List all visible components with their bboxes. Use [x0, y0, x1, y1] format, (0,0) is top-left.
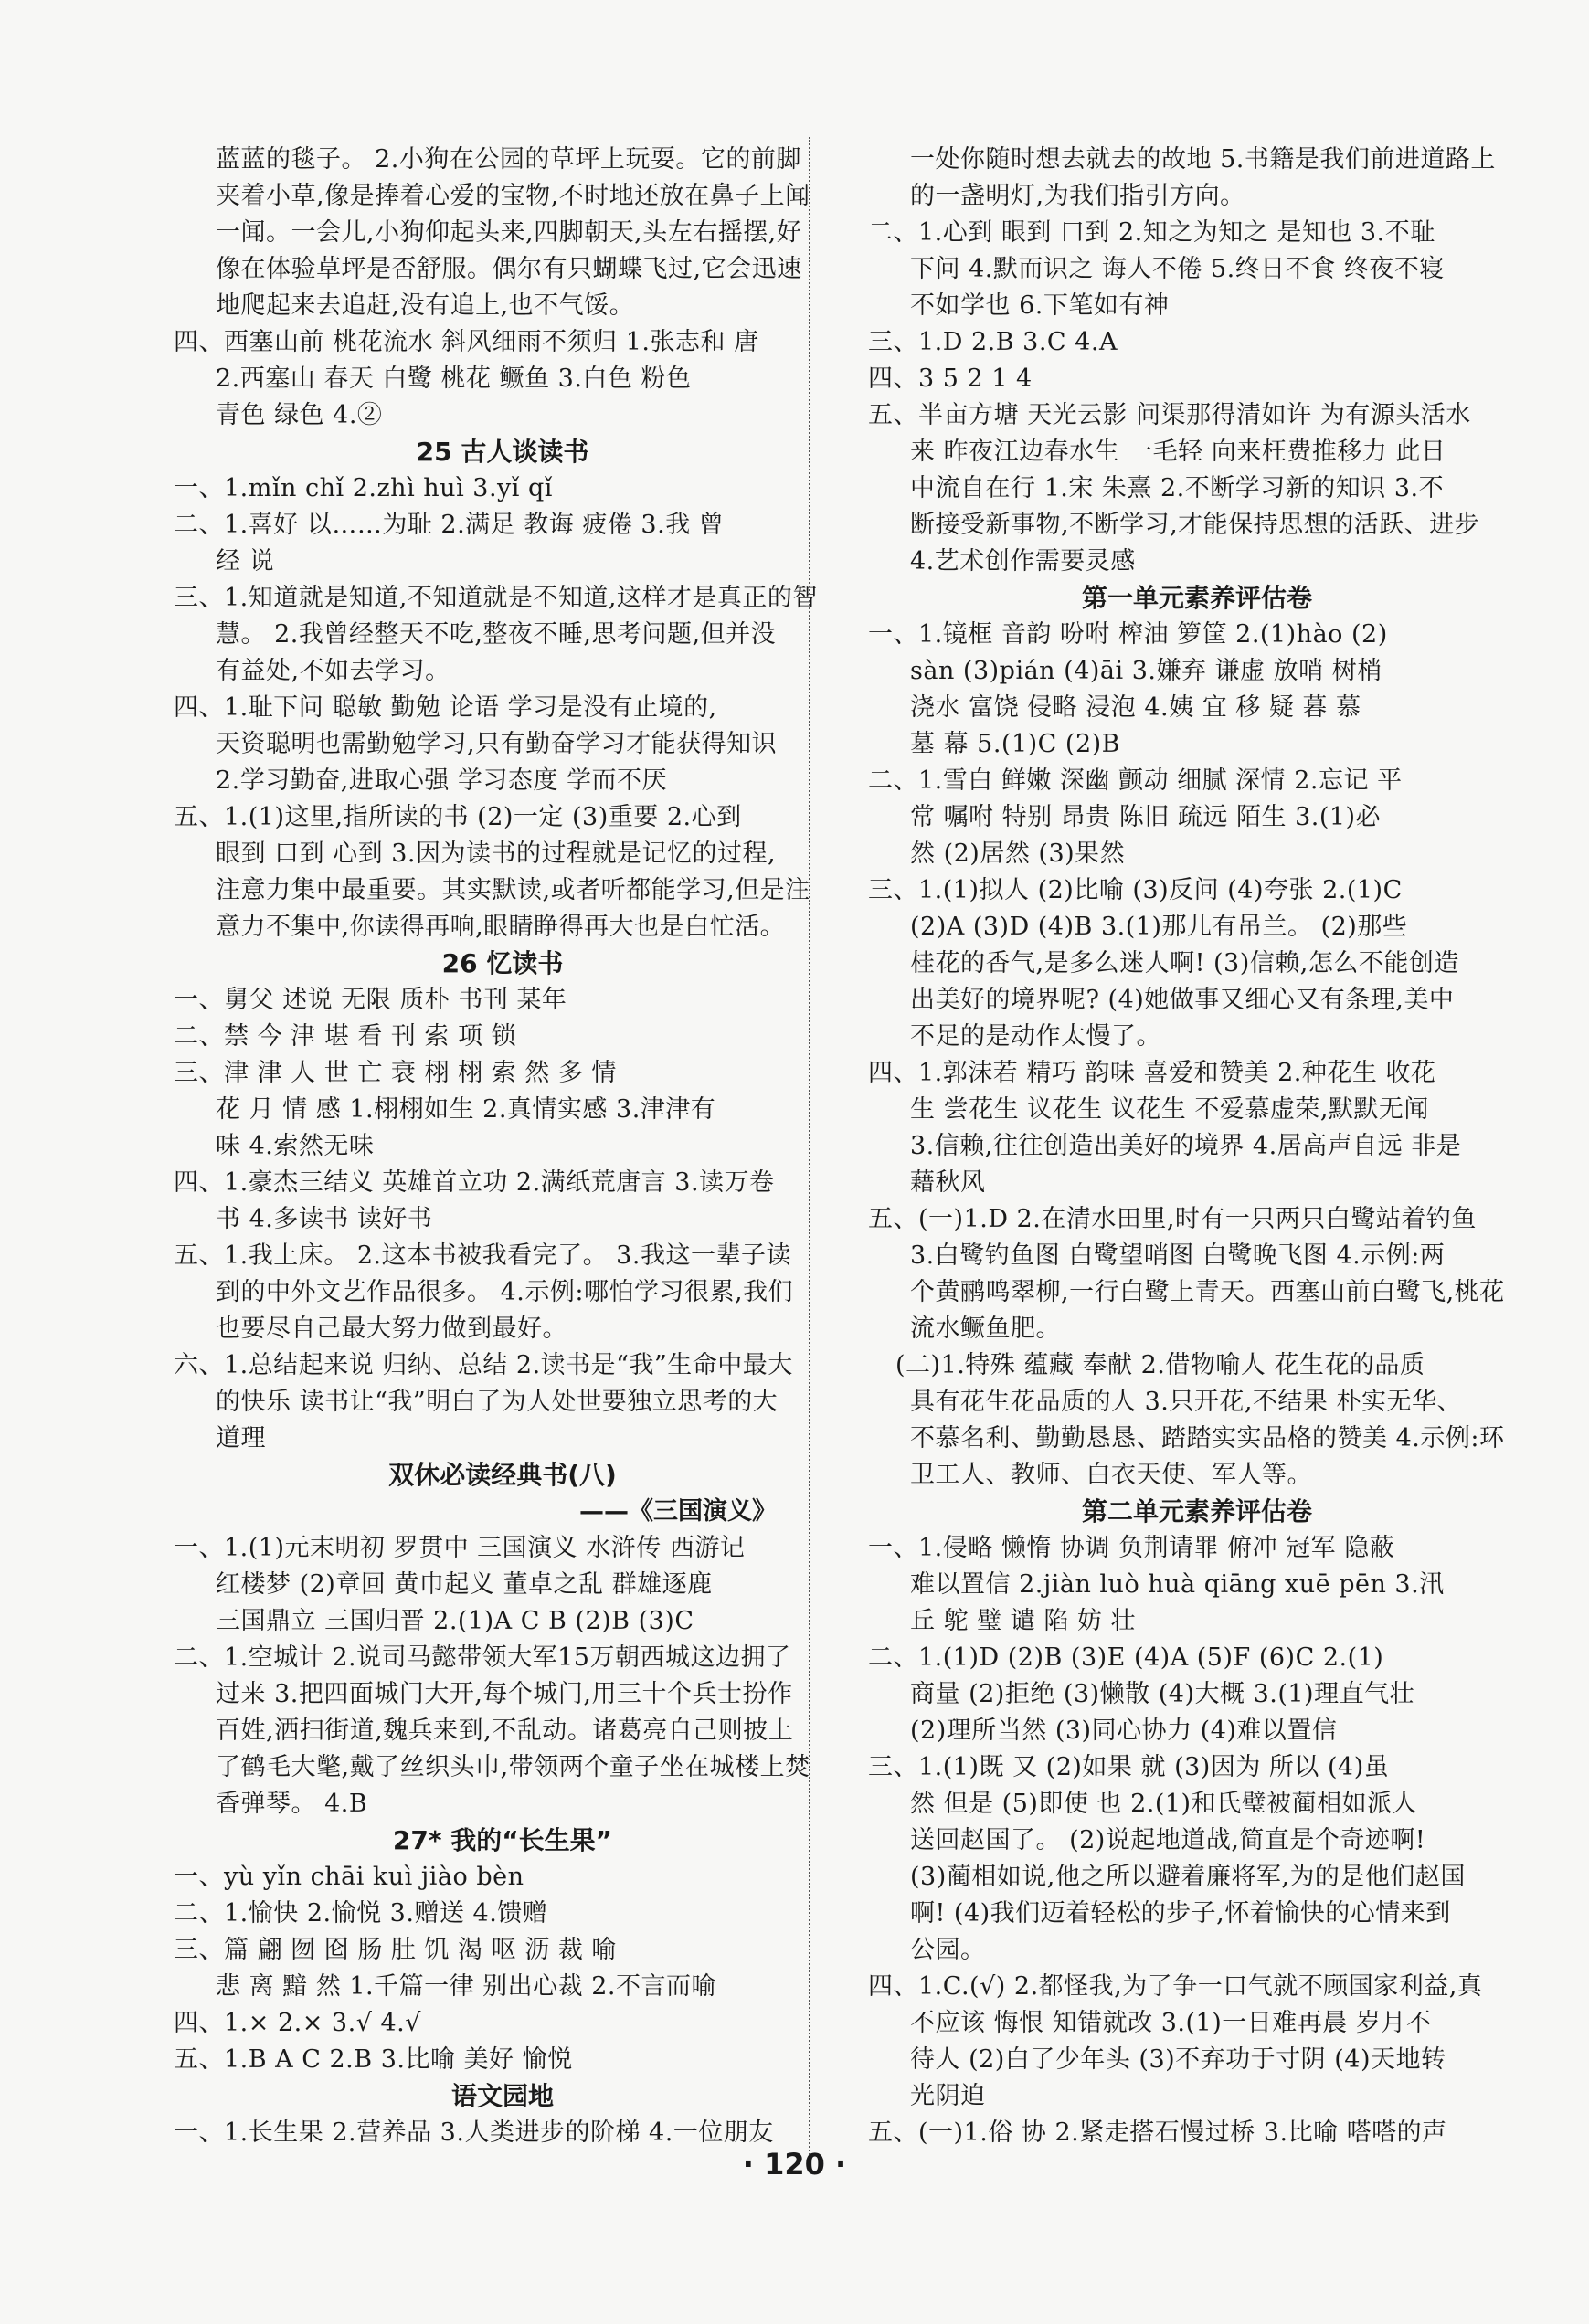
answer-line: 三、1.D 2.B 3.C 4.A: [868, 328, 1118, 356]
answer-line: 中流自在行 1.宋 朱熹 2.不断学习新的知识 3.不: [910, 474, 1445, 502]
answer-line: 生 尝花生 议花生 议花生 不爱慕虚荣,默默无闻: [910, 1095, 1429, 1124]
answer-line: 商量 (2)拒绝 (3)懒散 (4)大概 3.(1)理直气壮: [910, 1680, 1415, 1708]
answer-line: 地爬起来去追赶,没有追上,也不气馁。: [216, 291, 635, 320]
section-subheading: ——《三国演义》: [579, 1497, 777, 1526]
answer-line: 道理: [216, 1424, 266, 1452]
answer-line: 啊! (4)我们迈着轻松的步子,怀着愉快的心情来到: [910, 1899, 1451, 1928]
answer-line: 墓 幕 5.(1)C (2)B: [910, 730, 1120, 758]
answer-line: 过来 3.把四面城门大开,每个城门,用三十个兵士扮作: [216, 1680, 793, 1708]
answer-line: 送回赵国了。 (2)说起地道战,简直是个奇迹啊!: [910, 1826, 1426, 1854]
answer-line: 也要尽自己最大努力做到最好。: [216, 1315, 567, 1343]
answer-line: (2)A (3)D (4)B 3.(1)那儿有吊兰。 (2)那些: [910, 913, 1408, 941]
answer-line: 注意力集中最重要。其实默读,或者听都能学习,但是注: [216, 876, 810, 904]
answer-line: 四、1.郭沫若 精巧 韵味 喜爱和赞美 2.种花生 收花: [868, 1059, 1436, 1087]
answer-line: 三、津 津 人 世 亡 衰 栩 栩 索 然 多 情: [174, 1059, 617, 1087]
answer-line: 二、1.空城计 2.说司马懿带领大军15万朝西城这边拥了: [174, 1643, 791, 1672]
answer-line: 3.信赖,往往创造出美好的境界 4.居高声自远 非是: [910, 1132, 1462, 1160]
answer-line: 断接受新事物,不断学习,才能保持思想的活跃、进步: [910, 511, 1480, 539]
answer-line: 一闻。一会儿,小狗仰起头来,四脚朝天,头左右摇摆,好: [216, 218, 802, 247]
answer-line: 花 月 情 感 1.栩栩如生 2.真情实感 3.津津有: [216, 1095, 716, 1124]
answer-line: 出美好的境界呢? (4)她做事又细心又有条理,美中: [910, 986, 1455, 1014]
answer-line: 一、yù yǐn chāi kuì jiào bèn: [174, 1863, 524, 1891]
answer-line: 卫工人、教师、白衣天使、军人等。: [910, 1461, 1312, 1489]
answer-line: 四、西塞山前 桃花流水 斜风细雨不须归 1.张志和 唐: [174, 328, 759, 356]
answer-line: 二、1.雪白 鲜嫩 深幽 颤动 细腻 深情 2.忘记 平: [868, 766, 1403, 795]
answer-line: 有益处,不如去学习。: [216, 657, 450, 685]
answer-line: 青色 绿色 4.②: [216, 401, 383, 429]
answer-line: 个黄鹂鸣翠柳,一行白鹭上青天。西塞山前白鹭飞,桃花: [910, 1278, 1505, 1306]
answer-line: 香弹琴。 4.B: [216, 1790, 368, 1818]
answer-line: 待人 (2)白了少年头 (3)不弃功于寸阴 (4)天地转: [910, 2045, 1446, 2074]
section-heading: 第二单元素养评估卷: [1081, 1496, 1312, 1526]
answer-line: 味 4.索然无味: [216, 1132, 375, 1160]
section-heading: 第一单元素养评估卷: [1081, 583, 1312, 613]
answer-line: sàn (3)pián (4)āi 3.嫌弃 谦虚 放哨 树梢: [910, 657, 1382, 685]
answer-line: 一处你随时想去就去的故地 5.书籍是我们前进道路上: [910, 145, 1496, 174]
section-heading: 语文园地: [450, 2081, 554, 2111]
answer-line: 五、1.B A C 2.B 3.比喻 美好 愉悦: [174, 2045, 573, 2074]
answer-line: 下问 4.默而识之 诲人不倦 5.终日不食 终夜不寝: [910, 255, 1445, 283]
answer-line: 不慕名利、勤勤恳恳、踏踏实实品格的赞美 4.示例:环: [910, 1424, 1505, 1452]
answer-line: 四、1.豪杰三结义 英雄首立功 2.满纸荒唐言 3.读万卷: [174, 1168, 775, 1197]
answer-line: 3.白鹭钓鱼图 白鹭望哨图 白鹭晚飞图 4.示例:两: [910, 1241, 1446, 1270]
answer-line: 二、禁 今 津 堪 看 刊 索 项 锁: [174, 1022, 517, 1051]
answer-line: 四、1.C.(√) 2.都怪我,为了争一口气就不顾国家利益,真: [868, 1972, 1483, 2001]
answer-line: 的一盏明灯,为我们指引方向。: [910, 182, 1245, 210]
answer-line: 三、1.(1)拟人 (2)比喻 (3)反问 (4)夸张 2.(1)C: [868, 876, 1403, 904]
answer-line: 到的中外文艺作品很多。 4.示例:哪怕学习很累,我们: [216, 1278, 794, 1306]
answer-line: 藉秋风: [910, 1168, 986, 1197]
section-heading: 双休必读经典书(八): [388, 1460, 617, 1490]
answer-line: (3)蔺相如说,他之所以避着廉将军,为的是他们赵国: [910, 1863, 1466, 1891]
answer-line: 常 嘱咐 特别 昂贵 陈旧 疏远 陌生 3.(1)必: [910, 803, 1382, 831]
answer-line: 四、1.耻下问 聪敏 勤勉 论语 学习是没有止境的,: [174, 693, 717, 722]
answer-line: 二、1.愉快 2.愉悦 3.赠送 4.馈赠: [174, 1899, 548, 1928]
answer-line: 五、(一)1.俗 协 2.紧走搭石慢过桥 3.比喻 嗒嗒的声: [868, 2118, 1447, 2147]
section-heading: 25 古人谈读书: [416, 437, 589, 467]
right-column: [868, 142, 1526, 2151]
answer-line: 三国鼎立 三国归晋 2.(1)A C B (2)B (3)C: [216, 1607, 694, 1635]
answer-line: 六、1.总结起来说 归纳、总结 2.读书是“我”生命中最大: [174, 1351, 793, 1379]
answer-line: 2.西塞山 春天 白鹭 桃花 鳜鱼 3.白色 粉色: [216, 364, 692, 393]
answer-line: 蓝蓝的毯子。 2.小狗在公园的草坪上玩耍。它的前脚: [216, 145, 801, 174]
answer-line: 浇水 富饶 侵略 浸泡 4.姨 宜 移 疑 暮 慕: [910, 693, 1361, 722]
answer-line: 像在体验草坪是否舒服。偶尔有只蝴蝶飞过,它会迅速: [216, 255, 802, 283]
answer-line: (2)理所当然 (3)同心协力 (4)难以置信: [910, 1717, 1338, 1745]
answer-line: 4.艺术创作需要灵感: [910, 547, 1136, 576]
answer-line: 三、1.(1)既 又 (2)如果 就 (3)因为 所以 (4)虽: [868, 1753, 1390, 1781]
answer-line: 然 (2)居然 (3)果然: [910, 840, 1126, 868]
answer-line: 二、1.心到 眼到 口到 2.知之为知之 是知也 3.不耻: [868, 218, 1435, 247]
answer-line: 了鹤毛大氅,戴了丝织头巾,带领两个童子坐在城楼上焚: [216, 1753, 810, 1781]
answer-line: 一、1.(1)元末明初 罗贯中 三国演义 水浒传 西游记: [174, 1534, 746, 1562]
answer-line: 公园。: [910, 1936, 986, 1964]
answer-line: 丘 鸵 璧 谴 陷 妨 壮: [910, 1607, 1136, 1635]
column-divider: [809, 137, 810, 2165]
answer-line: 一、1.镜框 音韵 吩咐 榨油 箩筐 2.(1)hào (2): [868, 620, 1388, 649]
answer-line: 2.学习勤奋,进取心强 学习态度 学而不厌: [216, 766, 668, 795]
answer-line: 流水鳜鱼肥。: [910, 1315, 1061, 1343]
answer-line: 的快乐 读书让“我”明白了为人处世要独立思考的大: [216, 1388, 779, 1416]
answer-line: 一、1.mǐn chǐ 2.zhì huì 3.yǐ qǐ: [174, 474, 553, 502]
answer-line: 眼到 口到 心到 3.因为读书的过程就是记忆的过程,: [216, 840, 777, 868]
answer-line: 一、1.长生果 2.营养品 3.人类进步的阶梯 4.一位朋友: [174, 2118, 774, 2147]
answer-line: 光阴迫: [910, 2082, 986, 2110]
page-number: · 120 ·: [742, 2147, 847, 2181]
answer-line: 三、篇 翩 囫 囵 肠 肚 饥 渴 呕 沥 裁 喻: [174, 1936, 617, 1964]
section-heading: 26 忆读书: [441, 948, 564, 978]
answer-line: 五、半亩方塘 天光云影 问渠那得清如许 为有源头活水: [868, 401, 1471, 429]
answer-line: 一、舅父 述说 无限 质朴 书刊 某年: [174, 986, 567, 1014]
answer-line: 天资聪明也需勤勉学习,只有勤奋学习才能获得知识: [216, 730, 778, 758]
answer-line: 难以置信 2.jiàn luò huà qiāng xuē pēn 3.汛: [910, 1570, 1445, 1599]
answer-line: 慧。 2.我曾经整天不吃,整夜不睡,思考问题,但并没: [216, 620, 777, 649]
answer-line: 五、1.(1)这里,指所读的书 (2)一定 (3)重要 2.心到: [174, 803, 742, 831]
answer-line: 经 说: [216, 547, 275, 576]
answer-line: 四、1.× 2.× 3.√ 4.√: [174, 2009, 421, 2037]
answer-line: 红楼梦 (2)章回 黄巾起义 董卓之乱 群雄逐鹿: [216, 1570, 713, 1599]
answer-line: 三、1.知道就是知道,不知道就是不知道,这样才是真正的智: [174, 584, 818, 612]
answer-line: 悲 离 黯 然 1.千篇一律 别出心裁 2.不言而喻: [216, 1972, 717, 2001]
answer-line: 不足的是动作太慢了。: [910, 1022, 1161, 1051]
left-column: [174, 142, 832, 2151]
answer-line: 五、(一)1.D 2.在清水田里,时有一只两只白鹭站着钓鱼: [868, 1205, 1477, 1233]
answer-line: 夹着小草,像是捧着心爱的宝物,不时地还放在鼻子上闻: [216, 182, 810, 210]
answer-line: 五、1.我上床。 2.这本书被我看完了。 3.我这一辈子读: [174, 1241, 791, 1270]
answer-line: 四、3 5 2 1 4: [868, 364, 1033, 393]
answer-line: 不应该 悔恨 知错就改 3.(1)一日难再晨 岁月不: [910, 2009, 1432, 2037]
answer-line: 一、1.侵略 懒惰 协调 负荆请罪 俯冲 冠军 隐蔽: [868, 1534, 1395, 1562]
answer-line: 意力不集中,你读得再响,眼睛睁得再大也是白忙活。: [216, 913, 786, 941]
answer-line: 桂花的香气,是多么迷人啊! (3)信赖,怎么不能创造: [910, 949, 1459, 977]
answer-line: 二、1.喜好 以……为耻 2.满足 教诲 疲倦 3.我 曾: [174, 511, 725, 539]
answer-line: 书 4.多读书 读好书: [216, 1205, 433, 1233]
answer-line: (二)1.特殊 蕴藏 奉献 2.借物喻人 花生花的品质: [895, 1351, 1425, 1379]
answer-line: 二、1.(1)D (2)B (3)E (4)A (5)F (6)C 2.(1): [868, 1643, 1384, 1672]
answer-line: 具有花生花品质的人 3.只开花,不结果 朴实无华、: [910, 1388, 1463, 1416]
answer-line: 不如学也 6.下笔如有神: [910, 291, 1170, 320]
answer-line: 来 昨夜江边春水生 一毛轻 向来枉费推移力 此日: [910, 438, 1446, 466]
answer-line: 百姓,洒扫街道,魏兵来到,不乱动。诸葛亮自己则披上: [216, 1717, 794, 1745]
section-heading: 27* 我的“长生果”: [392, 1825, 613, 1855]
answer-line: 然 但是 (5)即使 也 2.(1)和氏璧被蔺相如派人: [910, 1790, 1418, 1818]
